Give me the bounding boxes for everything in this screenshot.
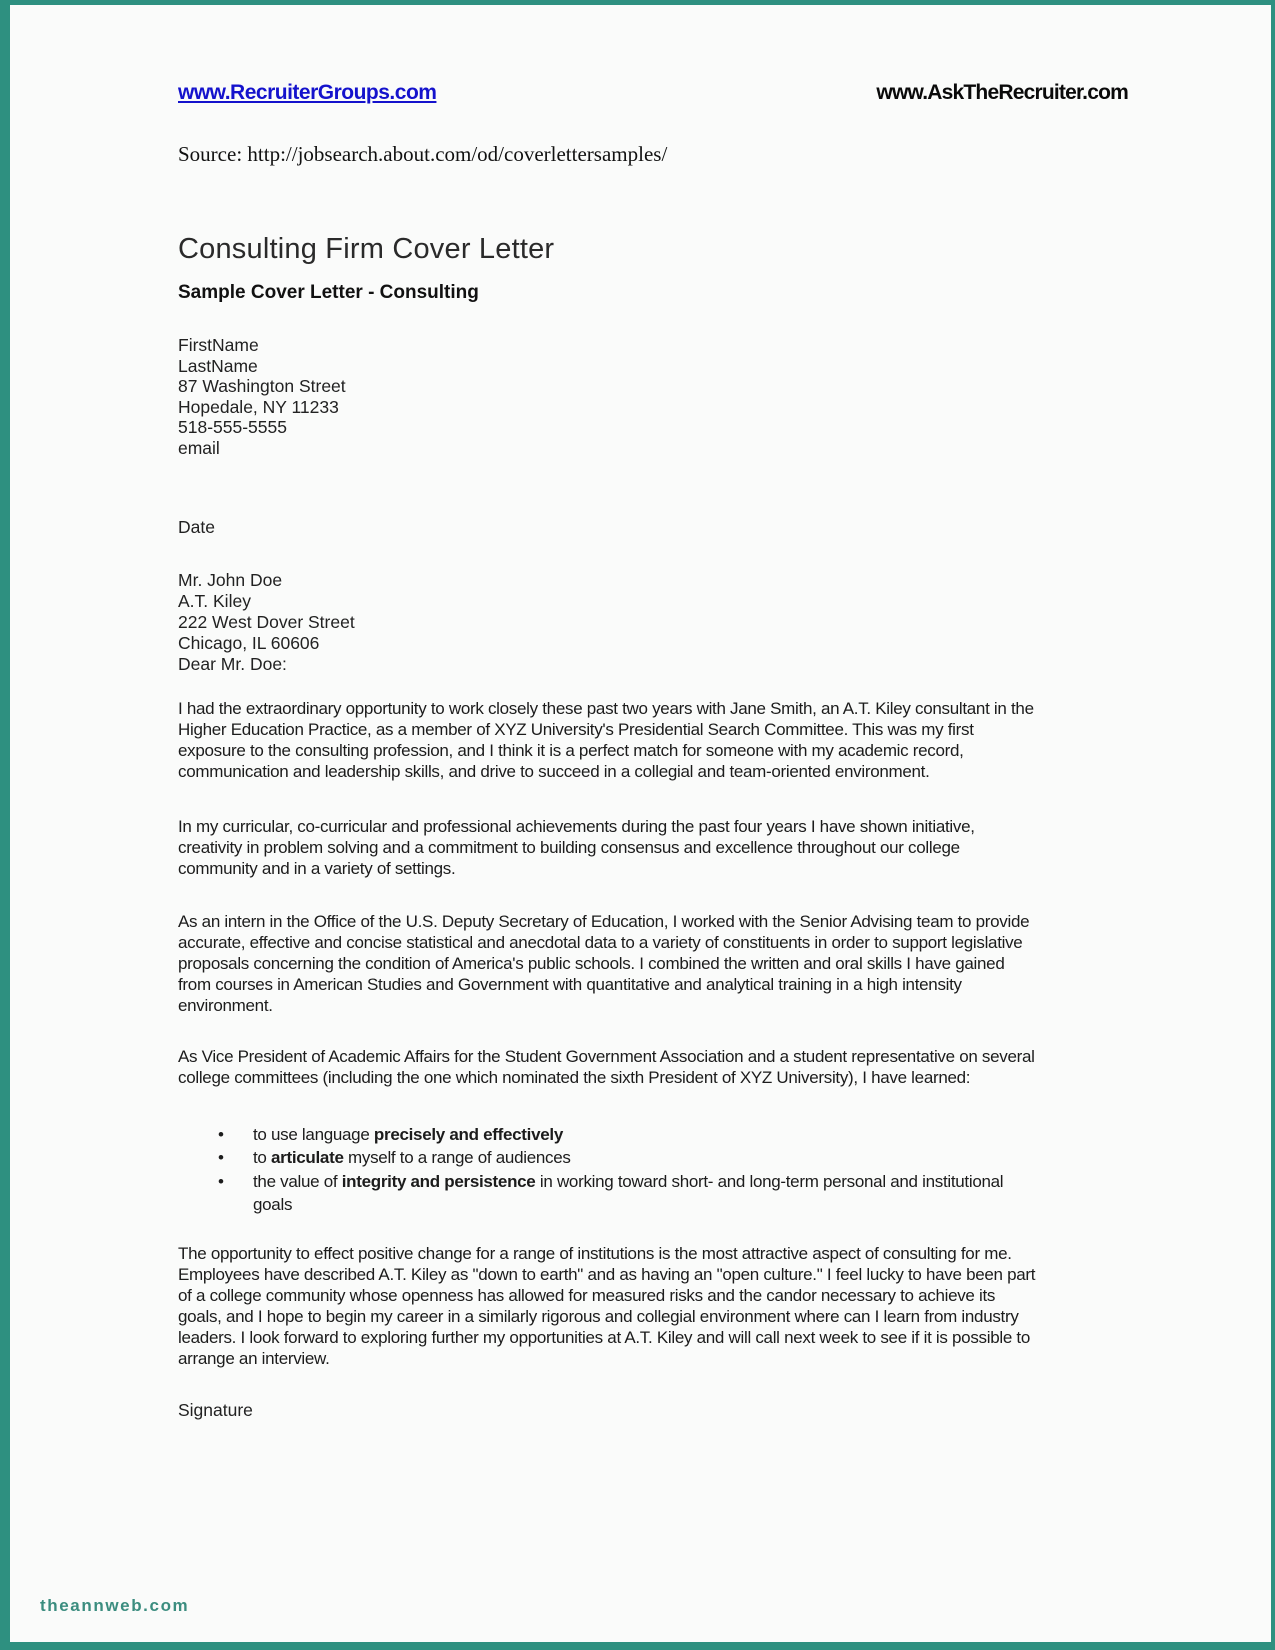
letter-body bbox=[178, 698, 1040, 1421]
bullet-bold-text: precisely and effectively bbox=[373, 1124, 563, 1144]
recipient-line: Chicago, IL 60606 bbox=[178, 632, 320, 653]
paragraph-intro: I had the extraordinary opportunity to work closely these past two years with Jane Smith, an A.T. Kiley consultant in the Higher Education Practice, as a member of XYZ University's Presidential Search Committee. This was my first exposure to the consulting profession, and I think it is a perfect match for someone with my academic record, communication and leadership skills, and drive to succeed in a collegial and team-oriented environment. bbox=[178, 698, 1034, 781]
recruitergroups-link[interactable]: www.RecruiterGroups.com bbox=[178, 81, 437, 104]
bullet-bold-text: articulate bbox=[271, 1148, 344, 1168]
sender-line: 518-555-5555 bbox=[178, 417, 287, 438]
signature-placeholder: Signature bbox=[178, 1399, 253, 1420]
bullet-text: myself to a range of audiences bbox=[343, 1148, 571, 1168]
sender-line: email bbox=[178, 437, 220, 458]
recipient-address-block bbox=[178, 570, 1128, 675]
page-title: Consulting Firm Cover Letter bbox=[178, 233, 555, 265]
list-item bbox=[218, 1146, 1018, 1170]
sender-line: 87 Washington Street bbox=[178, 376, 346, 397]
recipient-line: A.T. Kiley bbox=[178, 590, 251, 611]
paragraph-closing: The opportunity to effect positive change for a range of institutions is the most attractive aspect of consulting for me. Employees have described A.T. Kiley as "down to earth" and as having an "open culture." I feel lucky to have been part of a college community whose openness has allowed for measured risks and the candor necessary to achieve its goals, and I hope to begin my career in a similarly rigorous and collegial environment where can I learn from industry leaders. I look forward to exploring further my opportunities at A.T. Kiley and will call next week to see if it is possible to arrange an interview. bbox=[178, 1243, 1036, 1368]
bullet-text: the value of bbox=[253, 1171, 342, 1191]
recipient-line: 222 West Dover Street bbox=[178, 611, 355, 632]
bullet-bold-text: integrity and persistence bbox=[341, 1171, 536, 1191]
paragraph-achievements: In my curricular, co-curricular and professional achievements during the past four years I have shown initiative, creativity in problem solving and a commitment to building consensus and excellence throughout our college community and in a variety of settings. bbox=[178, 816, 975, 878]
recipient-line: Mr. John Doe bbox=[178, 569, 283, 590]
asktherecruiter-link: www.AskTheRecruiter.com bbox=[876, 81, 1128, 104]
bullet-text: in working toward short- and long-term personal and institutional goals bbox=[253, 1171, 1004, 1215]
date-placeholder: Date bbox=[178, 516, 215, 537]
list-item bbox=[218, 1170, 1018, 1217]
sender-line: LastName bbox=[178, 355, 258, 376]
page-subtitle: Sample Cover Letter - Consulting bbox=[178, 282, 479, 303]
page-content bbox=[10, 5, 1128, 1421]
bullet-text: to bbox=[253, 1148, 272, 1168]
page-header bbox=[178, 81, 1128, 107]
learned-list bbox=[178, 1123, 1018, 1217]
sender-line: FirstName bbox=[178, 335, 259, 355]
sender-address-block bbox=[178, 335, 1128, 459]
sender-line: Hopedale, NY 11233 bbox=[178, 396, 339, 417]
bullet-text: to use language bbox=[253, 1124, 374, 1144]
paragraph-intern: As an intern in the Office of the U.S. Deputy Secretary of Education, I worked with the Senior Advising team to provide accurate, effective and concise statistical and anecdotal data to a variety of constituents in order to support legislative proposals concerning the condition of America's public schools. I combined the written and oral skills I have gained from courses in American Studies and Government with quantitative and analytical training in a high intensity environment. bbox=[178, 911, 1030, 1015]
paragraph-vice-president: As Vice President of Academic Affairs for the Student Government Association and a student representative on several college committees (including the one which nominated the sixth President of XYZ University), I have learned: bbox=[178, 1046, 1035, 1087]
list-item bbox=[218, 1123, 1018, 1147]
source-line: Source: http://jobsearch.about.com/od/coverlettersamples/ bbox=[178, 142, 668, 166]
watermark-text: theannweb.com bbox=[40, 1596, 190, 1615]
salutation: Dear Mr. Doe: bbox=[178, 653, 287, 674]
